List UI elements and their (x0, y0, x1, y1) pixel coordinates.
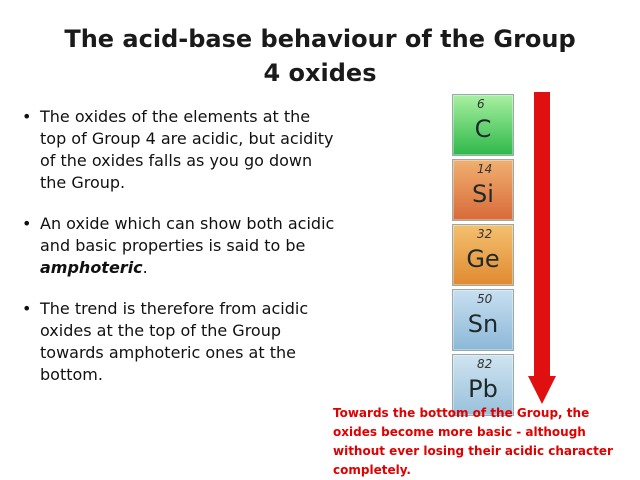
element-symbol: Pb (468, 375, 498, 403)
element-cell-germanium (452, 224, 514, 286)
element-symbol: C (474, 115, 492, 143)
element-symbol: Si (472, 180, 494, 208)
element-cell-tin (452, 289, 514, 351)
slide-title (20, 22, 620, 90)
atomic-number: 32 (477, 227, 493, 241)
element-symbol: Sn (467, 310, 499, 338)
atomic-number: 50 (477, 292, 493, 306)
atomic-number: 14 (477, 162, 493, 176)
bullet-text: The trend is therefore from acidic oxides at the top of the Group towards amphoteric ones at the bottom. (40, 299, 309, 384)
bullet-item (22, 106, 340, 194)
bullet-icon: • (22, 214, 32, 233)
element-symbol: Ge (466, 245, 500, 273)
slide-title-line-2: 4 oxides (263, 59, 377, 87)
bullet-icon: • (22, 107, 32, 126)
arrow-shaft (534, 92, 550, 378)
slide-title-line-1: The acid-base behaviour of the Group (64, 25, 576, 53)
bullet-text: The oxides of the elements at the top of Group 4 are acidic, but acidity of the oxides falls as you go down the Group. (40, 107, 334, 192)
bullet-list (22, 106, 340, 405)
element-cell-carbon (452, 94, 514, 156)
bullet-item (22, 298, 340, 386)
bullet-text-end: . (142, 258, 148, 277)
amphoteric-term: amphoteric (40, 258, 143, 277)
bullet-icon: • (22, 299, 32, 318)
group-4-element-column (452, 94, 514, 419)
trend-note: Towards the bottom of the Group, the oxides become more basic - although without ever losing their acidic character completely. (333, 406, 613, 477)
element-cell-silicon (452, 159, 514, 221)
atomic-number: 6 (477, 97, 485, 111)
down-arrow-icon (528, 92, 556, 404)
arrow-head (528, 376, 556, 404)
bullet-item (22, 213, 340, 279)
bullet-text: An oxide which can show both acidic and basic properties is said to be (40, 214, 335, 255)
atomic-number: 82 (477, 357, 493, 371)
